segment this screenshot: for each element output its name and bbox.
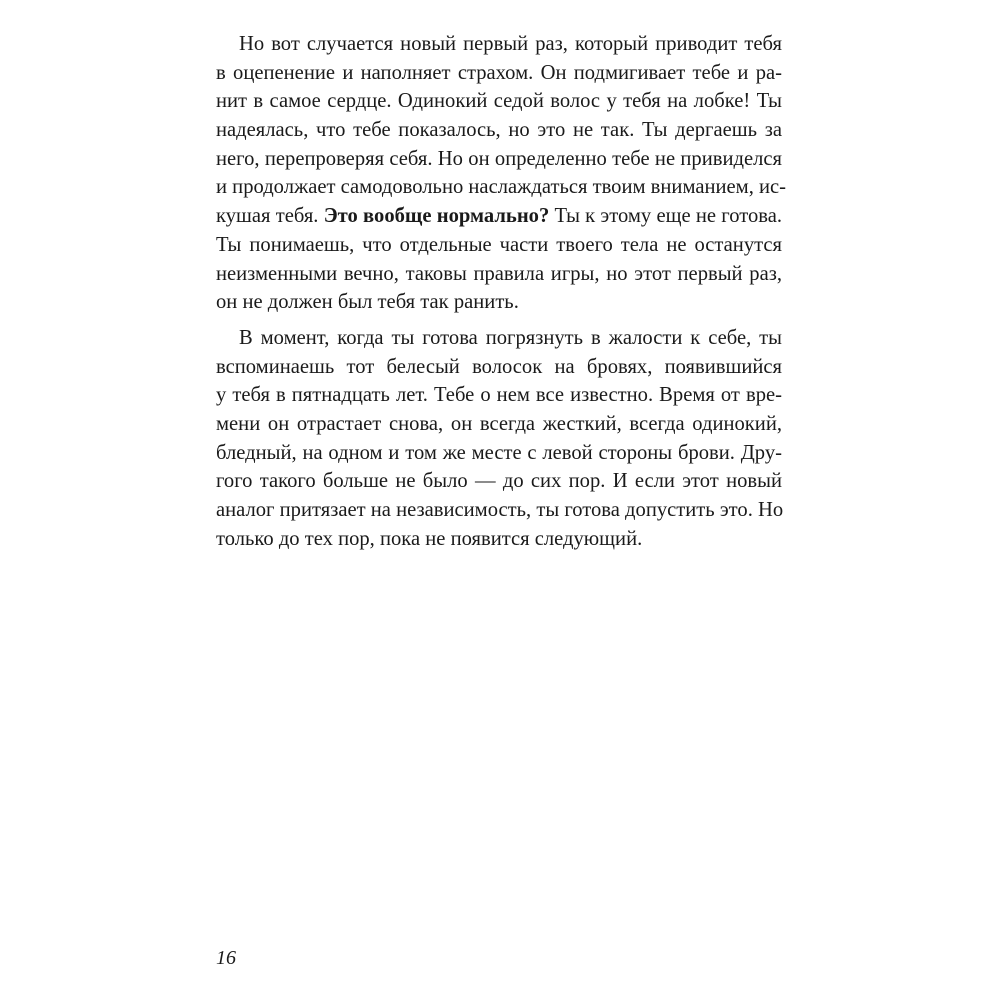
text-line — [216, 439, 782, 468]
text-line — [216, 288, 782, 317]
text-segment: нит в самое сердце. Одинокий седой волос у тебя на лобке! Ты — [216, 90, 782, 113]
text-line — [216, 173, 787, 202]
paragraph — [216, 30, 787, 317]
text-segment: кушая тебя. — [216, 205, 324, 228]
text-line — [216, 202, 782, 231]
text-line — [216, 324, 782, 353]
text-segment: и продолжает самодовольно наслаждаться твоим вниманием, ис- — [216, 176, 787, 199]
text-segment: Ты к этому еще не готова. — [549, 205, 782, 228]
text-line — [216, 467, 782, 496]
text-segment: только до тех пор, пока не появится следующий. — [216, 527, 643, 550]
text-segment: Ты понимаешь, что отдельные части твоего тела не останутся — [216, 233, 782, 256]
text-segment: в оцепенение и наполняет страхом. Он подмигивает тебе и ра- — [216, 61, 782, 84]
text-segment: бледный, на одном и том же месте с левой стороны брови. Дру- — [216, 441, 782, 464]
text-segment: мени он отрастает снова, он всегда жесткий, всегда одинокий, — [216, 412, 782, 435]
text-line — [216, 87, 782, 116]
body-text — [216, 30, 787, 553]
text-line — [216, 145, 782, 174]
text-segment: надеялась, что тебе показалось, но это не так. Ты дергаешь за — [216, 119, 782, 142]
text-segment: Но вот случается новый первый раз, который приводит тебя — [239, 33, 782, 55]
text-segment: вспоминаешь тот белесый волосок на бровях, появившийся — [216, 355, 782, 378]
text-line — [216, 260, 782, 289]
text-segment: В момент, когда ты готова погрязнуть в жалости к себе, ты — [239, 326, 782, 349]
text-line — [216, 496, 782, 525]
text-line — [216, 30, 782, 59]
text-segment: у тебя в пятнадцать лет. Тебе о нем все известно. Время от вре- — [216, 384, 782, 407]
page-number: 16 — [216, 947, 236, 969]
paragraph — [216, 324, 782, 554]
text-line — [216, 59, 782, 88]
text-segment: гого такого больше не было — до сих пор. И если этот новый — [216, 470, 782, 493]
text-segment: неизменными вечно, таковы правила игры, но этот первый раз, — [216, 262, 782, 285]
text-line — [216, 525, 782, 554]
text-line — [216, 410, 782, 439]
text-line — [216, 231, 782, 260]
text-segment: он не должен был тебя так ранить. — [216, 291, 519, 314]
bold-question: Это вообще нормально? — [323, 205, 550, 228]
text-line — [216, 381, 782, 410]
text-line — [216, 353, 782, 382]
text-segment: аналог притязает на независимость, ты готова допустить это. Но — [216, 499, 784, 521]
text-segment: него, перепроверяя себя. Но он определенно тебе не привиделся — [216, 147, 782, 170]
text-line — [216, 116, 782, 145]
